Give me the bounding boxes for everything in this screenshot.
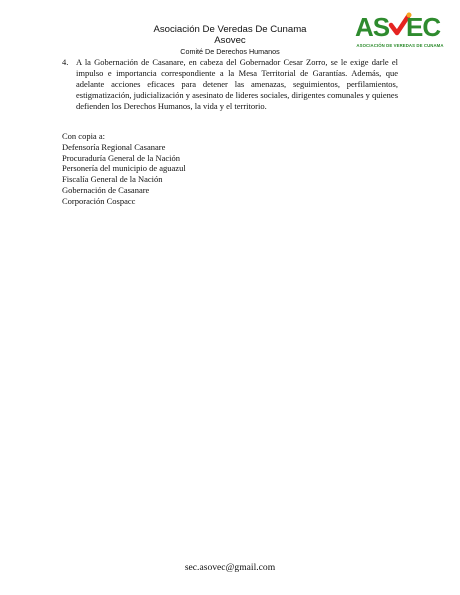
item-text: A la Gobernación de Casanare, en cabeza del Gobernador Cesar Zorro, se le exige darle el impulso e importancia correspondiente a la Mesa Territorial de Garantías. Además, que adelante acciones eficaces para detener las amenazas, seguimientos, perfilamientos, estigmatización, judicialización y asesinato de lideres sociales, dirigentes comunales y quienes defienden los Derechos Humanos, la vida y el territorio. [76, 57, 398, 111]
recipient: Procuraduría General de la Nación [62, 152, 180, 163]
item-number: 4. [62, 57, 69, 67]
organization-short-name: Asovec [214, 35, 246, 46]
recipient: Defensoría Regional Casanare [62, 141, 166, 152]
letter-body [62, 57, 398, 112]
svg-text:EC: EC [406, 12, 441, 40]
asovec-logo-mark [354, 10, 446, 40]
committee-name: Comité De Derechos Humanos [180, 47, 280, 56]
recipient: Fiscalía General de la Nación [62, 174, 163, 185]
asovec-logo [354, 10, 446, 52]
copies-section [62, 131, 186, 207]
svg-text:AS: AS [355, 12, 390, 40]
recipient: Corporación Cospacc [62, 195, 136, 206]
recipient: Gobernación de Casanare [62, 184, 150, 195]
copies-heading: Con copia a: [62, 131, 105, 141]
numbered-item [62, 57, 398, 112]
organization-name: Asociación De Veredas De Cunama [153, 24, 307, 35]
recipient: Personería del municipio de aguazul [62, 163, 186, 174]
footer-email: sec.asovec@gmail.com [184, 562, 276, 573]
logo-tagline: ASOCIACIÓN DE VEREDAS DE CUNAMA [356, 43, 444, 48]
